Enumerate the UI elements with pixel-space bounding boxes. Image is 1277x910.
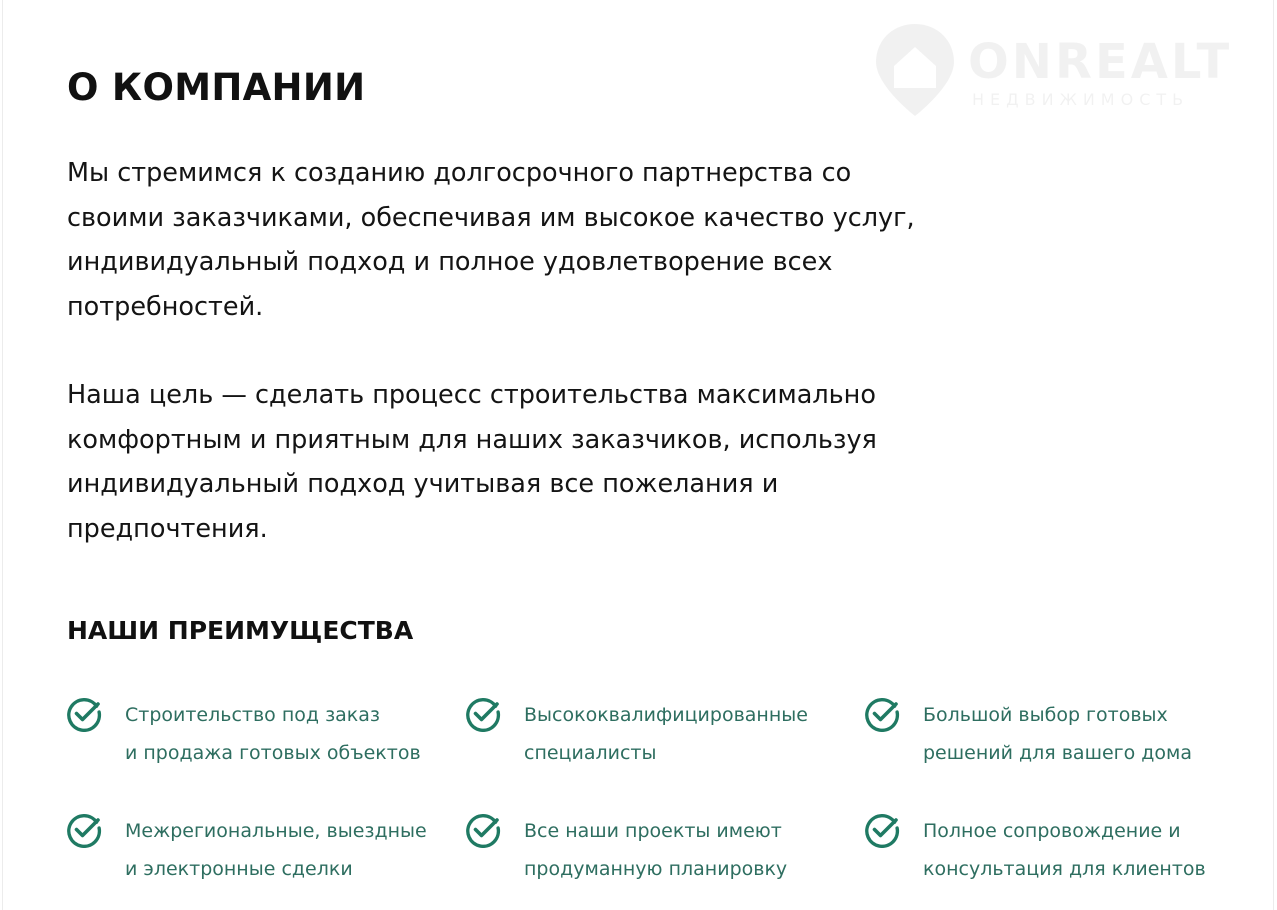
advantage-line: продуманную планировку xyxy=(524,858,788,880)
advantage-item xyxy=(465,696,825,776)
about-paragraph-1 xyxy=(67,151,915,329)
paragraph-line: индивидуальный подход и полное удовлетворение всех xyxy=(67,247,833,277)
watermark-tagline: НЕДВИЖИМОСТЬ xyxy=(972,90,1190,109)
check-circle-icon xyxy=(66,812,102,848)
advantage-line: Строительство под заказ xyxy=(125,704,381,726)
check-circle-icon xyxy=(465,812,501,848)
about-paragraph-2 xyxy=(67,373,877,551)
check-circle-icon xyxy=(66,696,102,732)
advantage-line: Межрегиональные, выездные xyxy=(125,820,427,842)
home-pin-logo-icon xyxy=(872,20,958,120)
paragraph-line: Мы стремимся к созданию долгосрочного партнерства со xyxy=(67,158,852,188)
advantage-text xyxy=(125,812,427,888)
watermark-brand: ONREALT xyxy=(968,34,1233,90)
check-circle-icon xyxy=(465,696,501,732)
paragraph-line: своими заказчиками, обеспечивая им высокое качество услуг, xyxy=(67,202,915,233)
advantage-item xyxy=(465,812,825,892)
check-circle-icon xyxy=(864,696,900,732)
advantage-line: Большой выбор готовых xyxy=(923,704,1168,726)
advantage-item xyxy=(66,812,426,892)
advantage-text xyxy=(923,696,1192,772)
paragraph-line: индивидуальный подход учитывая все пожелания и xyxy=(67,469,779,499)
advantage-line: и продажа готовых объектов xyxy=(125,742,421,764)
advantage-line: Полное сопровождение и xyxy=(923,820,1181,842)
paragraph-line: предпочтения. xyxy=(67,513,268,544)
brand-watermark xyxy=(872,20,1252,120)
advantage-line: решений для вашего дома xyxy=(923,742,1193,764)
advantage-item xyxy=(864,696,1224,776)
check-circle-icon xyxy=(864,812,900,848)
advantage-text xyxy=(923,812,1206,888)
advantage-item xyxy=(66,696,426,776)
advantage-line: и электронные сделки xyxy=(125,858,353,880)
advantage-text xyxy=(524,812,787,888)
advantage-line: специалисты xyxy=(524,742,657,764)
advantage-line: консультация для клиентов xyxy=(923,858,1206,880)
advantage-item xyxy=(864,812,1224,892)
paragraph-line: комфортным и приятным для наших заказчиков, используя xyxy=(67,424,877,455)
advantage-text xyxy=(524,696,808,772)
advantage-line: Все наши проекты имеют xyxy=(524,820,782,842)
advantage-text xyxy=(125,696,421,772)
advantage-line: Высококвалифицированные xyxy=(524,704,808,726)
paragraph-line: Наша цель — сделать процесс строительства максимально xyxy=(67,380,876,410)
paragraph-line: потребностей. xyxy=(67,291,264,322)
page-title: О КОМПАНИИ xyxy=(67,66,366,109)
advantages-title: НАШИ ПРЕИМУЩЕСТВА xyxy=(67,616,414,645)
